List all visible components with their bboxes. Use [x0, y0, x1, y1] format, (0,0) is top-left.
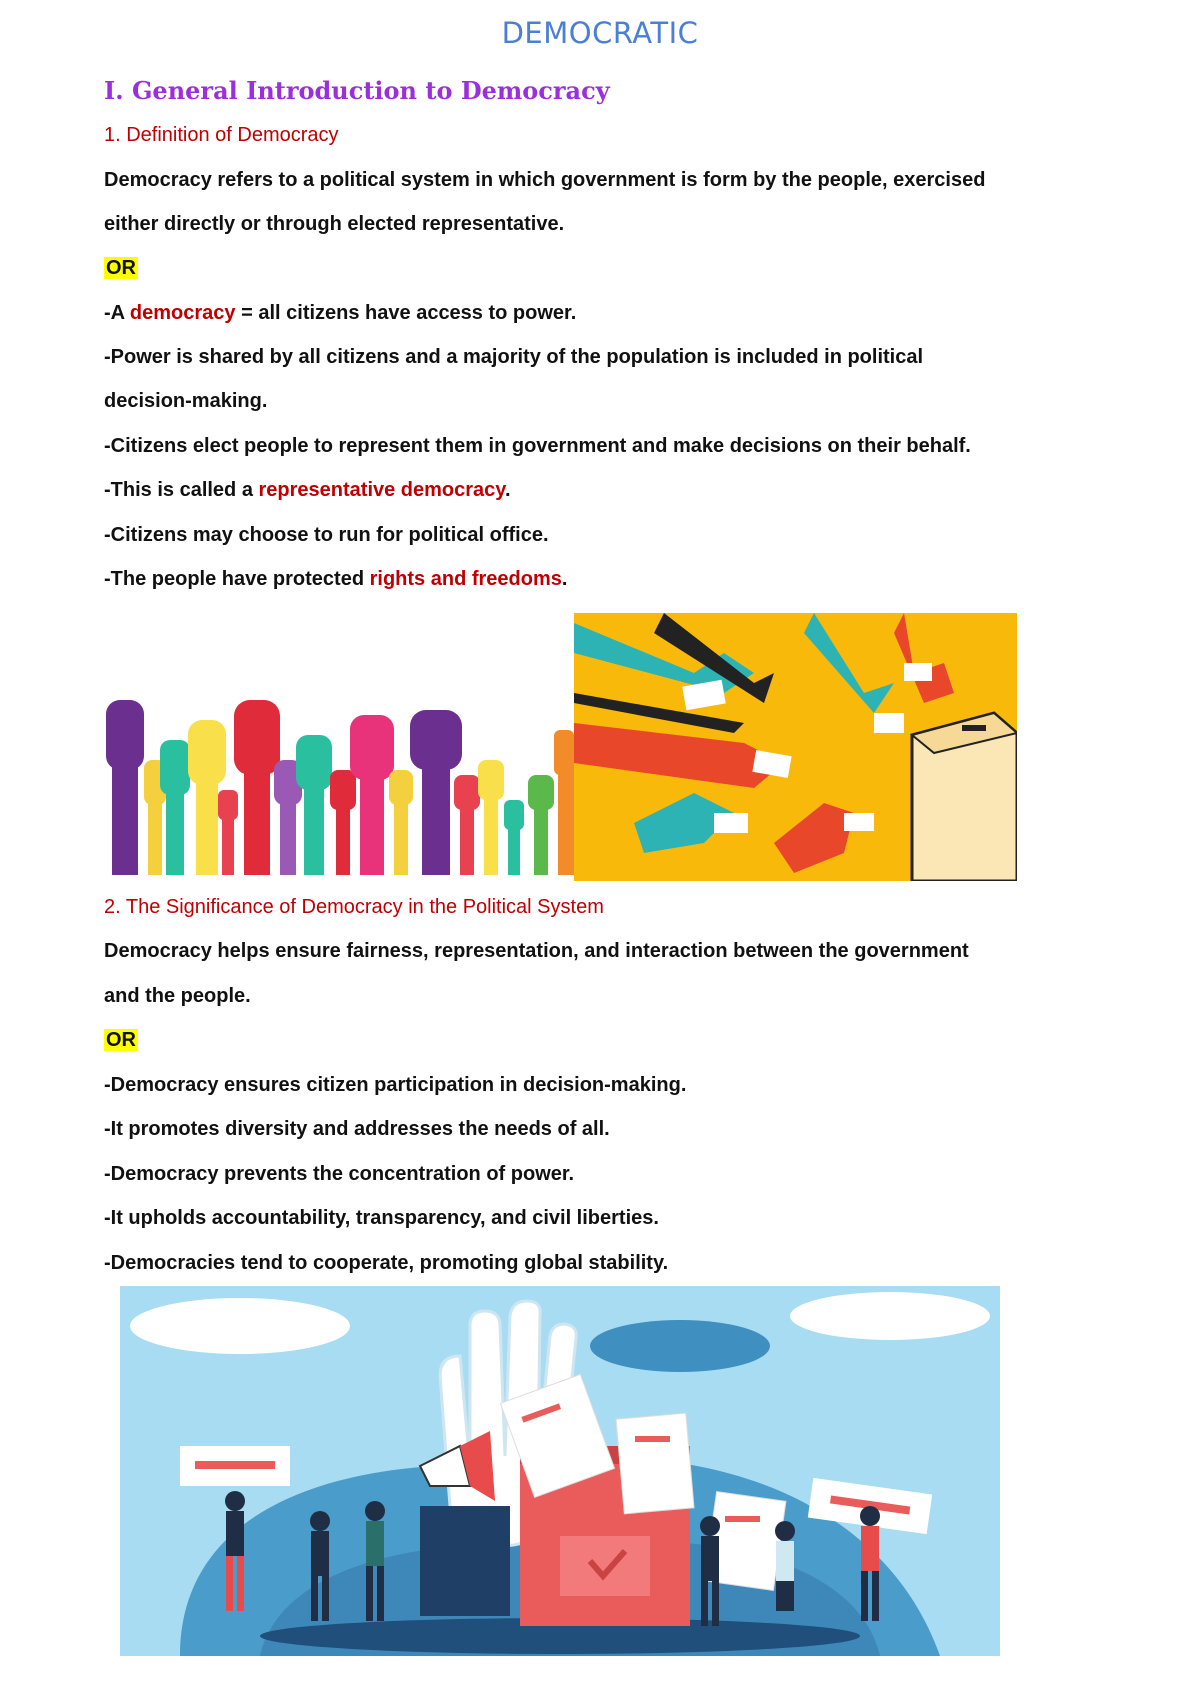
bullet-citizen-participation: -Democracy ensures citizen participation in decision-making.	[104, 1074, 687, 1096]
bullet-accountability: -It upholds accountability, transparency, and civil liberties.	[104, 1207, 659, 1229]
democracy-rally-illustration	[120, 1286, 1000, 1656]
significance-paragraph-line-2: and the people.	[104, 985, 251, 1007]
term-democracy: democracy	[129, 302, 236, 324]
voting-hands-image	[574, 613, 1017, 881]
bullet-citizens-elect: -Citizens elect people to represent them in government and make decisions on their behalf.	[104, 435, 971, 457]
bullet-text: = all citizens have access to power.	[235, 302, 577, 324]
term-representative-democracy: representative democracy	[258, 479, 505, 501]
bullet-access-to-power	[104, 302, 576, 325]
document-title: DEMOCRATIC	[501, 16, 699, 50]
or-highlight: OR	[106, 1029, 136, 1051]
bullet-rights-freedoms	[104, 568, 567, 591]
bullet-global-stability: -Democracies tend to cooperate, promoting global stability.	[104, 1252, 669, 1274]
significance-paragraph-line-1: Democracy helps ensure fairness, representation, and interaction between the government	[104, 940, 969, 962]
raised-hands-image	[104, 680, 574, 875]
or-highlight: OR	[106, 257, 136, 279]
term-rights-and-freedoms: rights and freedoms	[369, 568, 562, 590]
bullet-text: .	[561, 568, 568, 590]
definition-paragraph-line-1: Democracy refers to a political system in which government is form by the people, exercised	[104, 169, 986, 191]
or-label-2	[104, 1029, 138, 1052]
bullet-power-shared-line-2: decision-making.	[104, 390, 268, 412]
definition-heading: 1. Definition of Democracy	[104, 124, 339, 146]
section-heading: I. General Introduction to Democracy	[104, 76, 610, 105]
bullet-power-shared-line-1: -Power is shared by all citizens and a majority of the population is included in political	[104, 346, 924, 368]
bullet-representative-democracy	[104, 479, 511, 502]
bullet-text: -A	[104, 302, 130, 324]
bullet-text: .	[504, 479, 511, 501]
definition-paragraph-line-2: either directly or through elected representative.	[104, 213, 565, 235]
bullet-text: -This is called a	[104, 479, 259, 501]
bullet-prevents-concentration: -Democracy prevents the concentration of power.	[104, 1163, 575, 1185]
bullet-run-for-office: -Citizens may choose to run for political office.	[104, 524, 549, 546]
significance-heading: 2. The Significance of Democracy in the Political System	[104, 896, 604, 918]
bullet-text: -The people have protected	[104, 568, 370, 590]
or-label-1	[104, 257, 138, 280]
bullet-promotes-diversity: -It promotes diversity and addresses the needs of all.	[104, 1118, 610, 1140]
